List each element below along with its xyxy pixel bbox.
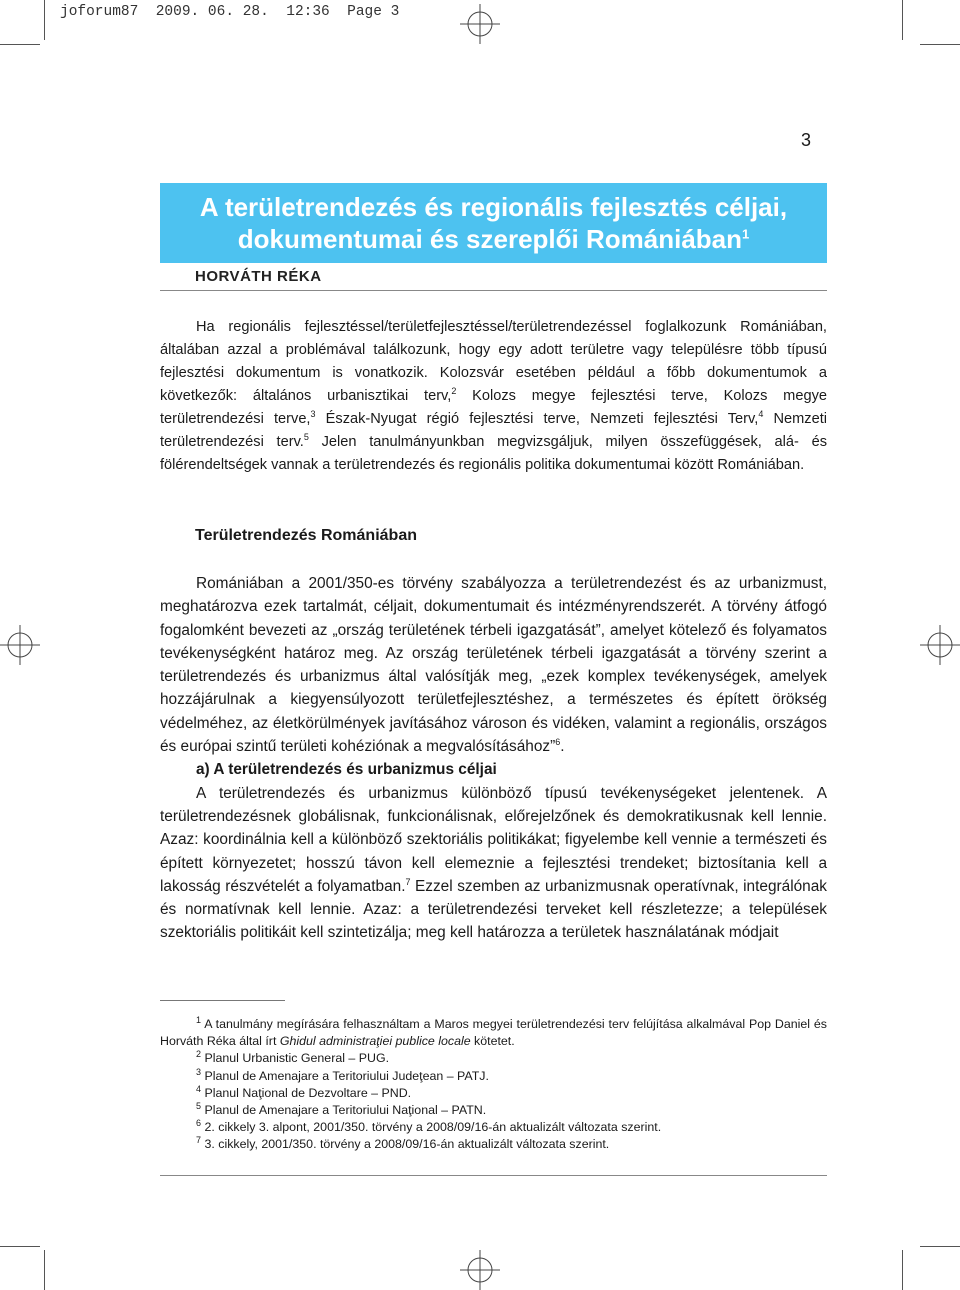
subheading: a) A területrendezés és urbanizmus céljai bbox=[196, 761, 497, 779]
article-title bbox=[160, 183, 827, 263]
abstract-paragraph: Ha regionális fejlesztéssel/területfejlesztéssel/területrendezéssel foglalkozunk Romániában, általában azzal a problémával találkozunk, hogy egy adott területre vagy településre több típusú fejlesztési dokumentum is vonatkozik. Kolozsvár esetében például a főbb dokumentumok a következők: általános urbanisztikai terv,$^2$ Kolozs megye fejlesztési terve, Kolozs megye területrendezési terve,$^3$ Észak-Nyugat régió fejlesztési terve, Nemzeti fejlesztési Terv,$^4$ Nemzeti területrendezési terv.$^5$ Jelen tanulmányunkban megvizsgáljuk, milyen összefüggések, alá- és fölérendeltségek vannak a területrendezés és regionális politika dokumentumai között Romániában. bbox=[160, 319, 828, 473]
divider bbox=[160, 290, 827, 291]
registration-mark-icon bbox=[0, 625, 40, 665]
footnote: $^3$ Planul de Amenajare a Teritoriului Judeţean – PATJ. bbox=[196, 1066, 489, 1083]
crop-mark bbox=[902, 0, 903, 40]
author-name: HORVÁTH RÉKA bbox=[195, 268, 322, 285]
abstract bbox=[160, 316, 827, 477]
footnote: $^5$ Planul de Amenajare a Teritoriului Naţional – PATN. bbox=[196, 1100, 487, 1118]
bottom-divider bbox=[160, 1175, 827, 1176]
footnote-mark: 1 bbox=[742, 226, 750, 242]
title-line-1: A területrendezés és regionális fejlesztés céljai, bbox=[199, 192, 788, 222]
footnote: $^2$ Planul Urbanistic General – PUG. bbox=[196, 1049, 390, 1066]
print-slug: joforum87 2009. 06. 28. 12:36 Page 3 bbox=[60, 4, 400, 20]
registration-mark-icon bbox=[460, 4, 500, 44]
body-paragraph: Romániában a 2001/350-es törvény szabályozza a területrendezést és az urbanizmust, meghatározva ezek tartalmát, céljait, dokumentumait és intézményrendszerét. A törvény átfogó fogalomként bevezeti az „ország területének térbeli igazgatását”, amelyet kötelező és folyamatos tevékenységként határoz meg. Az ország területének térbeli igazgatását a törvény szerint a területrendezés és urbanizmus által valósítják meg, „ezek komplex tevékenységek, amelyek hozzájárulnak a kiegyensúlyozott területfejlesztéshez, a természetes és épített örökség védelméhez, az életkörülmények javításához városon és vidéken, valamint a regionális, országos és európai szintű területi kohéziónak a megvalósításához”$^6$. bbox=[160, 575, 827, 756]
title-line-2: dokumentumai és szereplői Romániában$^1$ bbox=[237, 224, 750, 254]
crop-mark bbox=[902, 1250, 903, 1290]
crop-mark bbox=[0, 44, 40, 45]
body-paragraph: A területrendezés és urbanizmus különböző típusú tevékenységeket jelentenek. A területrendezésnek globálisnak, funkcionálisnak, előrejelzőnek és demokratikusnak kell lennie. Azaz: koordinálnia kell a különböző szektoriális politikákat; figyelembe kell vennie a természeti és épített környezetet; hosszú távon kell elemeznie a fejlesztési trendeket; biztosítania kell a lakosság részvételét a folyamatban.$^7$ Ezzel szemben az urbanizmusnak operatívnak, integrálónak és normatívnak kell lennie. Azaz: a területrendezési terveket kell részletezze; a települések szektoriális politikáit kell szintetizálja; meg kell határozza a területek használatának módjait bbox=[160, 784, 827, 942]
registration-mark-icon bbox=[920, 625, 960, 665]
footnote: $^6$ 2. cikkely 3. alpont, 2001/350. törvény a 2008/09/16-án aktualizált változata szerint. bbox=[196, 1118, 662, 1135]
crop-mark bbox=[44, 1250, 45, 1290]
footnotes bbox=[160, 1016, 827, 1154]
crop-mark bbox=[44, 0, 45, 40]
crop-mark bbox=[0, 1246, 40, 1247]
footnote-divider bbox=[160, 1000, 285, 1001]
footnote: $^4$ Planul Naţional de Dezvoltare – PND. bbox=[196, 1083, 412, 1100]
footnote: $^7$ 3. cikkely, 2001/350. törvény a 2008/09/16-án aktualizált változata szerint. bbox=[196, 1135, 610, 1152]
crop-mark bbox=[920, 44, 960, 45]
registration-mark-icon bbox=[460, 1250, 500, 1290]
section-heading: Területrendezés Romániában bbox=[195, 527, 417, 544]
crop-mark bbox=[920, 1246, 960, 1247]
page-number: 3 bbox=[801, 130, 812, 150]
footnote: $^1$ A tanulmány megírására felhasználtam a Maros megyei területrendezési terv felújítása alkalmával Pop Daniel és Horváth Réka által írt Ghidul administraţiei publice locale kötetet. bbox=[160, 1014, 827, 1049]
body-text bbox=[160, 572, 827, 945]
